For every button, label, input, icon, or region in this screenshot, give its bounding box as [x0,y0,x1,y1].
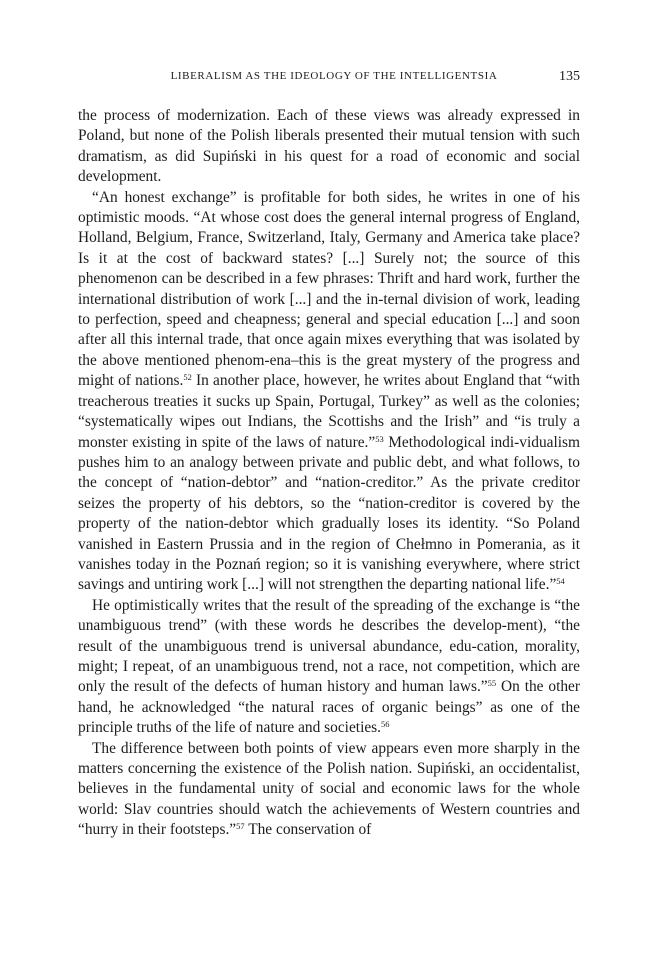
footnote-ref: 56 [381,719,390,730]
text-run: The difference between both points of view appears even more sharply in the matters concerning the existence of the Polish nation. Supiński, an occidentalist, believes in the fundamental unity of social and economic laws for the whole world: Slav countries should watch the achievements of Western countries and “hurry in their footsteps.” [78,739,580,839]
text-run: “An honest exchange” is profitable for both sides, he writes in one of his optimistic moods. “At whose cost does the general internal progress of England, Holland, Belgium, France, Switzerland, Italy, Germany and America take place? Is it at the cost of backward states? [...] Surely not; the source of this phenomenon can be described in a few phrases: Thrift and hard work, further the international distribution of work [...] and the in-ternal division of work, leading to perfection, speed and cheapness; general and special education [...] and soon after all this internal trade, that once again mixes everything that was isolated by the above mentioned phenom-ena–this is the great mystery of the progress and might of nations. [78,188,580,390]
text-run: Methodological indi-vidualism pushes him to an analogy between private and public debt, and what follows, to the concept of “nation-debtor” and “nation-creditor.” As the private creditor seizes the property of his debtors, so the “nation-creditor is covered by the property of the nation-debtor which gradually loses its identity. “So Poland vanished in Eastern Prussia and in the region of Chełmno in Pomerania, as it vanishes today in the Poznań region; so it is vanishing everywhere, where strict savings and untiring work [...] will not strengthen the departing national life.” [78,433,580,594]
running-title: LIBERALISM AS THE IDEOLOGY OF THE INTELLIGENTSIA [170,70,498,82]
paragraph [78,188,580,596]
footnote-ref: 52 [183,372,192,383]
text-run: On the other hand, he acknowledged “the natural races of organic beings” as one of the principle truths of the life of nature and societies. [78,678,580,737]
text-run: the process of modernization. Each of these views was already expressed in Poland, but none of the Polish liberals presented their mutual tension with such dramatism, as did Supiński in his quest for a road of economic and social development. [78,107,580,186]
running-header [78,70,580,92]
paragraph [78,596,580,739]
text-run: He optimistically writes that the result of the spreading of the exchange is “the unambiguous trend” (with these words he describes the develop-ment), “the result of the unambiguous trend is universal abundance, edu-cation, morality, might; I repeat, of an unambiguous trend, not a race, not competition, which are only the result of the defects of human history and human laws.” [78,596,580,696]
text-run: The conservation of [244,821,372,839]
body-text [78,106,580,841]
paragraph [78,106,580,188]
footnote-ref: 55 [487,678,497,689]
footnote-ref: 54 [556,576,565,587]
footnote-ref: 57 [236,821,245,832]
paragraph [78,739,580,841]
page-number: 135 [559,69,580,84]
footnote-ref: 53 [375,433,384,444]
text-run: In another place, however, he writes about England that “with treacherous treaties it sucks up Spain, Portugal, Turkey” as well as the colonies; “systematically wipes out Indians, the Scottishs and the Irish” and “is truly a monster existing in spite of the laws of nature.” [78,372,580,451]
